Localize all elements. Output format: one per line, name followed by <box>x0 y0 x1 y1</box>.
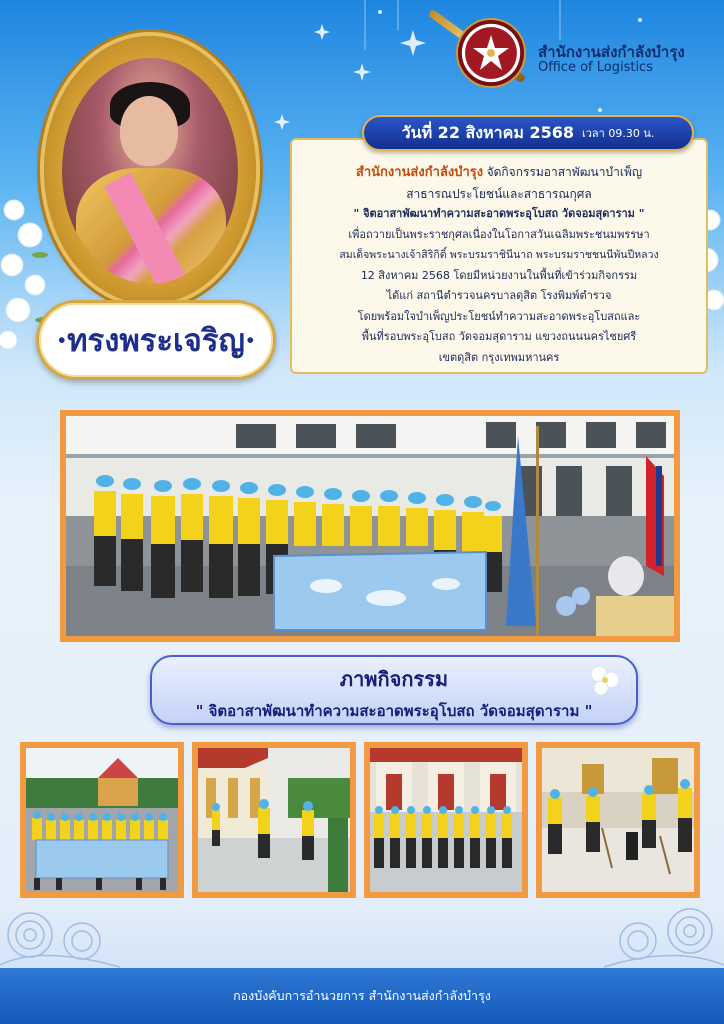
article-line-6: 12 สิงหาคม 2568 โดยมีหน่วยงานในพื้นที่เข้าร่วมกิจกรรม <box>360 268 638 282</box>
article-line-1 <box>302 162 696 184</box>
event-date: วันที่ 22 สิงหาคม 2568 <box>401 122 574 142</box>
royal-portrait-image <box>62 58 238 284</box>
date-banner <box>362 115 694 151</box>
footer-text: กองบังคับการอำนวยการ สำนักงานส่งกำลังบำรุง <box>233 988 491 1003</box>
tribute-plaque <box>36 300 276 380</box>
star-emblem-icon <box>471 33 511 73</box>
activity-banner-subtitle: " จิตอาสาพัฒนาทำความสะอาดพระอุโบสถ วัดจอมสุดาราม " <box>195 702 593 720</box>
thumbnail-photo-3 <box>364 742 528 898</box>
rose-outline-decoration-left <box>0 895 130 970</box>
org-name-english: Office of Logistics <box>538 60 653 75</box>
rose-outline-decoration-right <box>594 895 724 970</box>
thumbnail-2-illustration <box>198 748 350 892</box>
thumbnail-3-illustration <box>370 748 522 892</box>
group-photo-illustration <box>66 416 674 636</box>
footer-bar <box>0 968 724 1024</box>
article-line-1-rest: จัดกิจกรรมอาสาพัฒนาบำเพ็ญ <box>486 165 643 179</box>
activity-banner <box>150 655 638 725</box>
office-of-logistics-emblem-icon <box>456 18 526 88</box>
thumbnail-photo-4 <box>536 742 700 898</box>
article-line-7: ได้แก่ สถานีตำรวจนครบาลดุสิต โรงพิมพ์ตำรวจ <box>386 289 612 302</box>
article-panel <box>290 138 708 374</box>
activity-banner-title: ภาพกิจกรรม <box>339 667 449 691</box>
article-line-4: เพื่อถวายเป็นพระราชกุศลเนื่องในโอกาสวันเฉลิมพระชนมพรรษา <box>348 227 650 241</box>
main-group-photo <box>60 410 680 642</box>
article-line-5: สมเด็จพระนางเจ้าสิริกิติ์ พระบรมราชินีนาถ พระบรมราชชนนีพันปีหลวง <box>339 249 659 261</box>
article-line-8: โดยพร้อมใจบำเพ็ญประโยชน์ทำความสะอาดพระอุโบสถและ <box>357 309 641 323</box>
thumbnail-photo-2 <box>192 742 356 898</box>
thumbnail-4-illustration <box>542 748 694 892</box>
article-line-10: เขตดุสิต กรุงเทพมหานคร <box>438 350 560 364</box>
article-org-name: สำนักงานส่งกำลังบำรุง <box>355 165 484 180</box>
article-line-9: พื้นที่รอบพระอุโบสถ วัดจอมสุดาราม แขวงถนนนครไชยศรี <box>361 330 637 343</box>
org-name-thai: สำนักงานส่งกำลังบำรุง <box>538 43 685 61</box>
article-line-2: สาธารณประโยชน์และสาธารณกุศล <box>406 186 592 201</box>
article-activity-title: " จิตอาสาพัฒนาทำความสะอาดพระอุโบสถ วัดจอมสุดาราม " <box>353 207 645 220</box>
event-time: เวลา 09.30 น. <box>581 127 655 140</box>
thumbnail-1-illustration <box>26 748 178 892</box>
thumbnail-photo-1 <box>20 742 184 898</box>
tribute-text: ·ทรงพระเจริญ· <box>56 323 256 359</box>
